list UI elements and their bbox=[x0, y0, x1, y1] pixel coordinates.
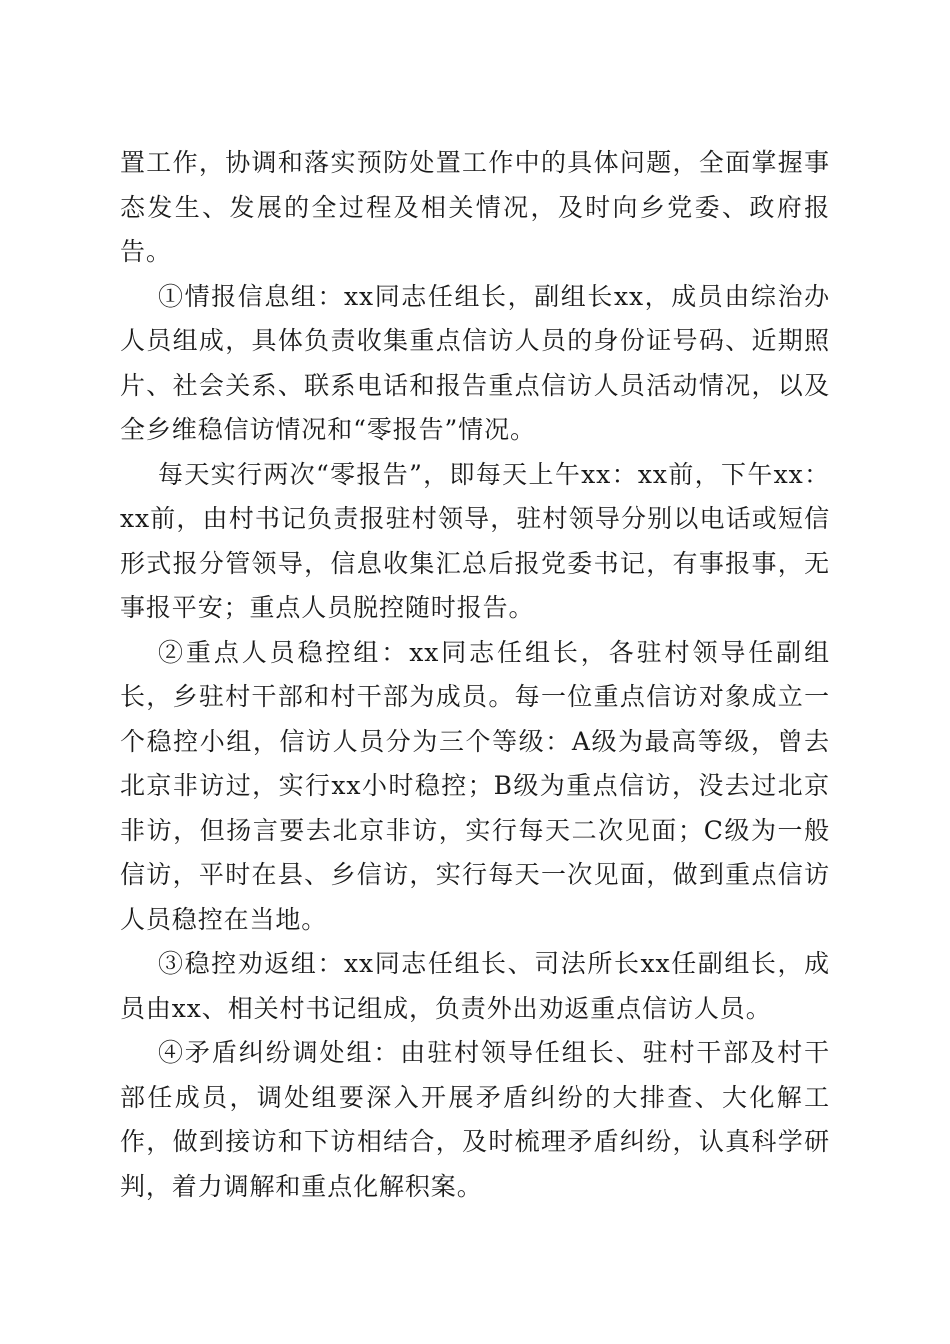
paragraph-zero-report: 每天实行两次“零报告”，即每天上午xx：xx前，下午xx：xx前，由村书记负责报驻村领导，驻村领导分别以电话或短信形式报分管领导，信息收集汇总后报党委书记，有事报事，无事报平安；重点人员脱控随时报告。 bbox=[120, 459, 830, 622]
paragraph-continuation: 置工作，协调和落实预防处置工作中的具体问题，全面掌握事态发生、发展的全过程及相关情况，及时向乡党委、政府报告。 bbox=[120, 148, 830, 266]
document-body bbox=[120, 141, 830, 1209]
paragraph-intelligence-group: ①情报信息组：xx同志任组长，副组长xx，成员由综治办人员组成，具体负责收集重点信访人员的身份证号码、近期照片、社会关系、联系电话和报告重点信访人员活动情况，以及全乡维稳信访情况和“零报告”情况。 bbox=[120, 281, 830, 444]
paragraph-persuasion-group: ③稳控劝返组：xx同志任组长、司法所长xx任副组长，成员由xx、相关村书记组成，负责外出劝返重点信访人员。 bbox=[120, 949, 830, 1023]
paragraph-dispute-mediation-group: ④矛盾纠纷调处组：由驻村领导任组长、驻村干部及村干部任成员，调处组要深入开展矛盾纠纷的大排查、大化解工作，做到接访和下访相结合，及时梳理矛盾纠纷，认真科学研判，着力调解和重点化解积案。 bbox=[120, 1038, 830, 1201]
paragraph-key-personnel-group: ②重点人员稳控组：xx同志任组长，各驻村领导任副组长，乡驻村干部和村干部为成员。每一位重点信访对象成立一个稳控小组，信访人员分为三个等级：A级为最高等级，曾去北京非访过，实行xx小时稳控；B级为重点信访，没去过北京非访，但扬言要去北京非访，实行每天二次见面；C级为一般信访，平时在县、乡信访，实行每天一次见面，做到重点信访人员稳控在当地。 bbox=[120, 637, 830, 934]
